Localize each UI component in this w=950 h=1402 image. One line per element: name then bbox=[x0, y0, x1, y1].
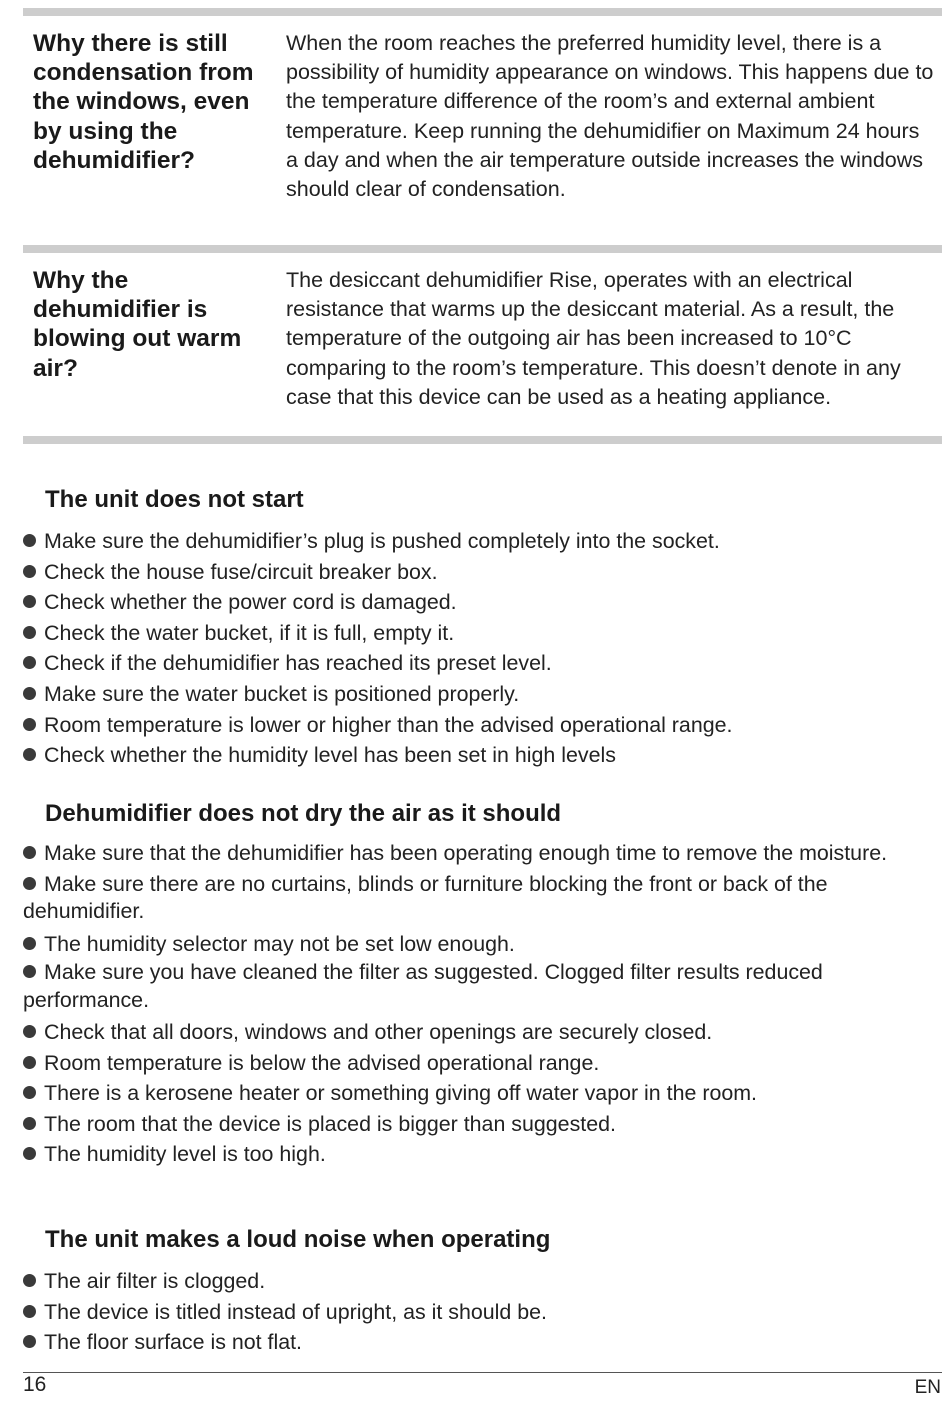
list-item: Make sure there are no curtains, blinds or furniture blocking the front or back of the dehumidifier. bbox=[23, 871, 828, 923]
section-title: The unit does not start bbox=[45, 486, 304, 513]
bullet-dot-icon bbox=[23, 626, 36, 639]
bullet-dot-icon bbox=[23, 846, 36, 859]
list-item: Room temperature is below the advised operational range. bbox=[23, 1048, 945, 1079]
faq-bottom-rule bbox=[23, 436, 942, 444]
bullet-dot-icon bbox=[23, 1056, 36, 1069]
list-item: Check whether the humidity level has been set in high levels bbox=[23, 740, 945, 771]
bullet-dot-icon bbox=[23, 1147, 36, 1160]
faq-table bbox=[23, 8, 942, 452]
bullet-dot-icon bbox=[23, 595, 36, 608]
faq-answer: When the room reaches the preferred humidity level, there is a possibility of humidity appearance on windows. This happens due to the temperature difference of the room’s and external ambient temperature. Keep running the dehumidifier on Maximum 24 hours a day and when the air temperature outside increases the windows should clear of condensation. bbox=[286, 31, 934, 202]
list-item: Check whether the power cord is damaged. bbox=[23, 587, 945, 618]
list-item: Make sure that the dehumidifier has been operating enough time to remove the moisture. bbox=[23, 840, 945, 868]
bullet-dot-icon bbox=[23, 1117, 36, 1130]
list-item: Check that all doors, windows and other openings are securely closed. bbox=[23, 1017, 945, 1048]
list-item: The humidity level is too high. bbox=[23, 1139, 945, 1170]
list-item: Make sure the dehumidifier’s plug is pushed completely into the socket. bbox=[23, 526, 945, 557]
faq-row bbox=[23, 245, 942, 452]
list-item: Check if the dehumidifier has reached its preset level. bbox=[23, 648, 945, 679]
bullet-list bbox=[23, 526, 945, 771]
bullet-dot-icon bbox=[23, 748, 36, 761]
list-item: Room temperature is lower or higher than the advised operational range. bbox=[23, 710, 945, 741]
list-item: The room that the device is placed is bigger than suggested. bbox=[23, 1109, 945, 1140]
list-item: The floor surface is not flat. bbox=[23, 1327, 945, 1358]
bullet-dot-icon bbox=[23, 937, 36, 950]
bullet-dot-icon bbox=[23, 687, 36, 700]
bullet-dot-icon bbox=[23, 1335, 36, 1348]
list-item: Make sure the water bucket is positioned properly. bbox=[23, 679, 945, 710]
footer-rule bbox=[23, 1372, 942, 1373]
bullet-dot-icon bbox=[23, 718, 36, 731]
list-item: Check the water bucket, if it is full, empty it. bbox=[23, 618, 945, 649]
faq-question: Why the dehumidifier is blowing out warm air? bbox=[33, 267, 242, 382]
list-item: The air filter is clogged. bbox=[23, 1266, 945, 1297]
faq-question: Why there is still condensation from the windows, even by using the dehumidifier? bbox=[33, 30, 254, 174]
list-item: Check the house fuse/circuit breaker box. bbox=[23, 557, 945, 588]
bullet-dot-icon bbox=[23, 877, 36, 890]
list-item: Make sure you have cleaned the filter as suggested. Clogged filter results reduced performance. bbox=[23, 960, 823, 1012]
faq-answer: The desiccant dehumidifier Rise, operates with an electrical resistance that warms up the desiccant material. As a result, the temperature of the outgoing air has been increased to 10°C comparing to the room’s temperature. This doesn’t denote in any case that this device can be used as a heating appliance. bbox=[286, 268, 901, 409]
language-code: EN bbox=[914, 1377, 941, 1398]
bullet-dot-icon bbox=[23, 1086, 36, 1099]
bullet-dot-icon bbox=[23, 534, 36, 547]
bullet-list bbox=[23, 840, 945, 1170]
list-item: The humidity selector may not be set low enough. bbox=[23, 929, 945, 960]
page-number: 16 bbox=[23, 1373, 47, 1396]
faq-row bbox=[23, 8, 942, 245]
bullet-list bbox=[23, 1266, 945, 1358]
bullet-dot-icon bbox=[23, 1305, 36, 1318]
section-title: Dehumidifier does not dry the air as it should bbox=[45, 800, 562, 827]
bullet-dot-icon bbox=[23, 1274, 36, 1287]
bullet-dot-icon bbox=[23, 1025, 36, 1038]
bullet-dot-icon bbox=[23, 656, 36, 669]
list-item: There is a kerosene heater or something giving off water vapor in the room. bbox=[23, 1078, 945, 1109]
section-title: The unit makes a loud noise when operating bbox=[45, 1226, 551, 1253]
bullet-dot-icon bbox=[23, 965, 36, 978]
bullet-dot-icon bbox=[23, 565, 36, 578]
list-item: The device is titled instead of upright, as it should be. bbox=[23, 1297, 945, 1328]
